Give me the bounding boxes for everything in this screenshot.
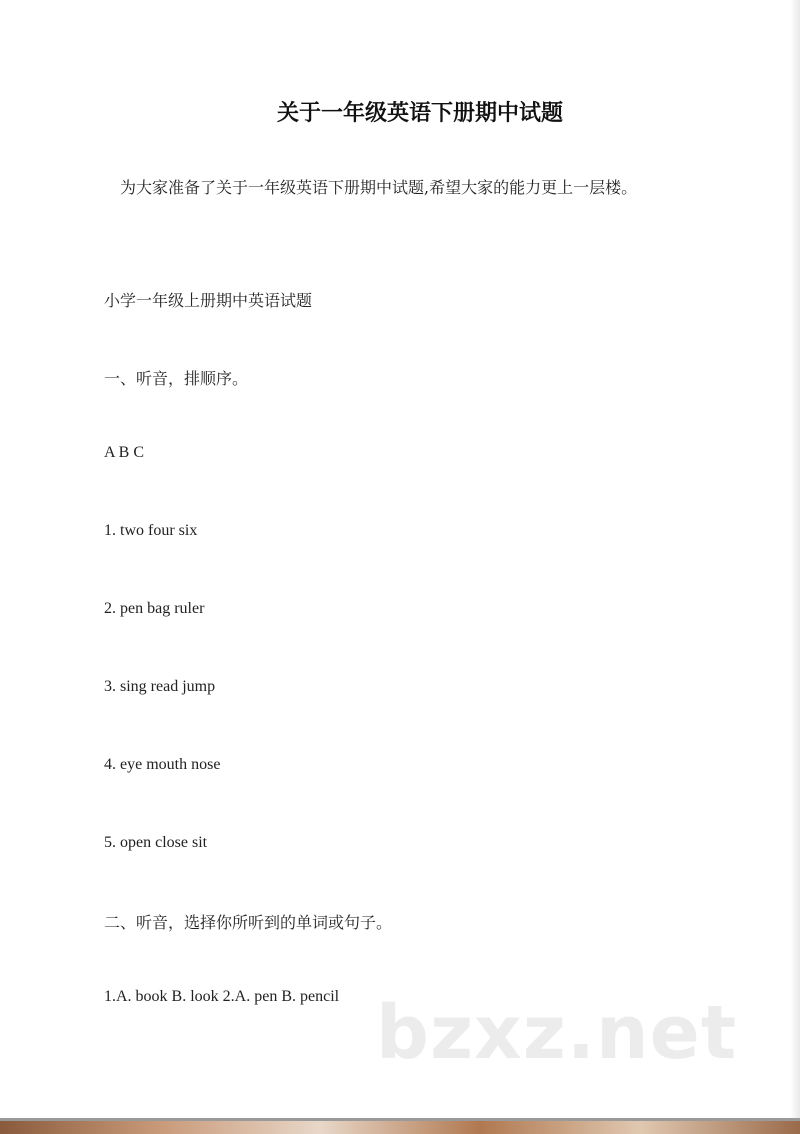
option-labels: A B C: [104, 444, 145, 461]
section-heading-exam-name: 小学一年级上册期中英语试题: [104, 291, 313, 310]
question-line-3: 3. sing read jump: [104, 678, 216, 695]
intro-paragraph: 为大家准备了关于一年级英语下册期中试题,希望大家的能力更上一层楼。: [120, 178, 638, 197]
question-line-4: 4. eye mouth nose: [104, 756, 221, 773]
page-title: 关于一年级英语下册期中试题: [276, 101, 563, 126]
section-heading-part-one: 一、听音，排顺序。: [104, 369, 249, 388]
site-watermark: bzxz.net: [376, 990, 738, 1076]
page-edge-shadow: [790, 0, 800, 1118]
question-line-part-two-1: 1.A. book B. look 2.A. pen B. pencil: [104, 988, 340, 1005]
question-line-1: 1. two four six: [104, 522, 198, 539]
next-page-preview-strip: [0, 1118, 800, 1134]
question-line-5: 5. open close sit: [104, 834, 208, 851]
section-heading-part-two: 二、听音，选择你所听到的单词或句子。: [104, 913, 393, 932]
question-line-2: 2. pen bag ruler: [104, 600, 205, 617]
